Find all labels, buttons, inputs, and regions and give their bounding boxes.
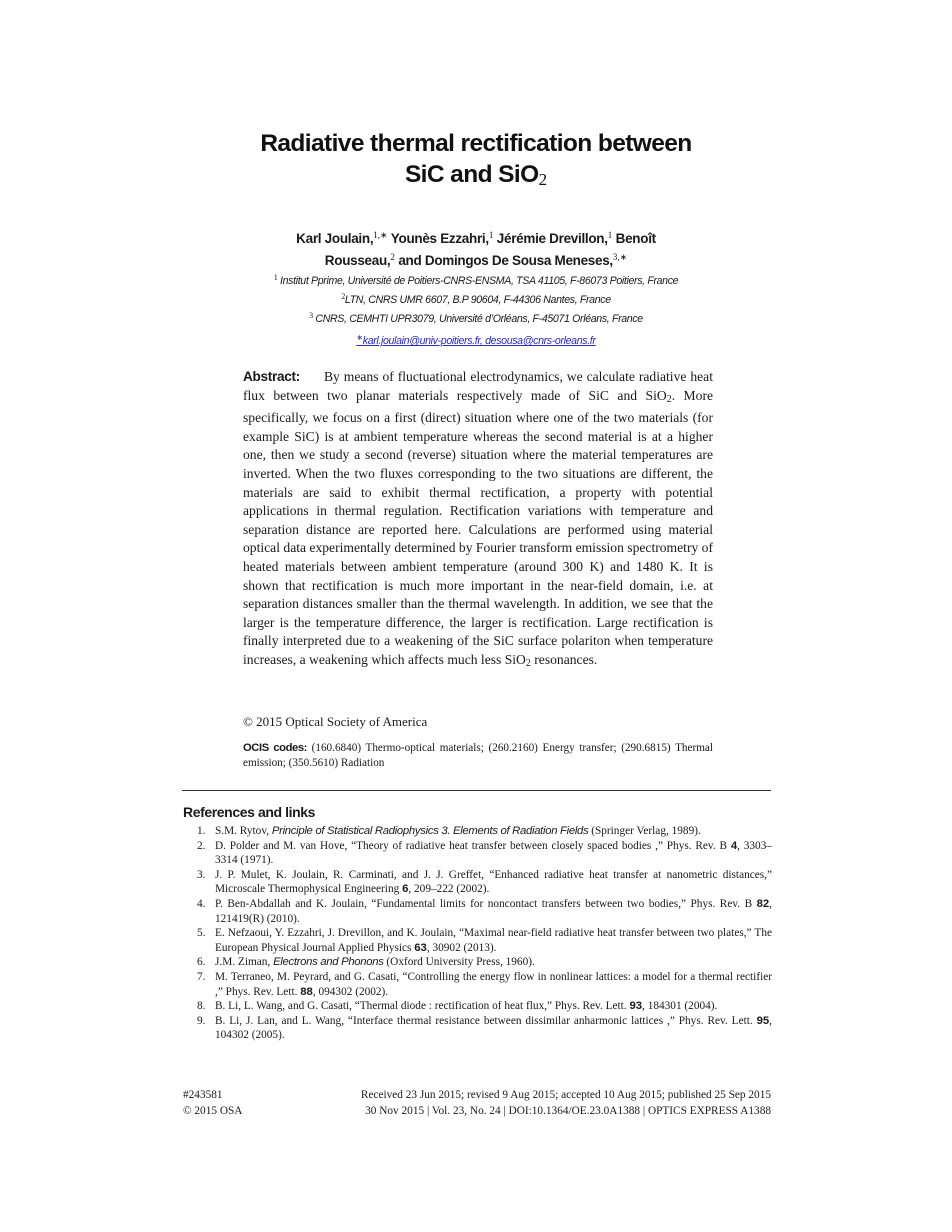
reference-number: 9. — [197, 1014, 206, 1027]
manuscript-number: #243581 — [183, 1089, 223, 1101]
reference-title: Electrons and Phonons — [273, 956, 384, 969]
author-meneses: and Domingos De Sousa Meneses, — [398, 253, 613, 268]
reference-item — [183, 1014, 772, 1043]
reference-text: , 209–222 (2002). — [408, 883, 490, 896]
author-rousseau-last: Rousseau, — [324, 253, 391, 268]
abstract-text-3: resonances. — [530, 651, 598, 667]
author-joulain-sup: 1,∗ — [373, 230, 388, 240]
author-drevillon-sup: 1 — [607, 230, 613, 240]
footer-left — [183, 1087, 242, 1119]
section-divider — [182, 790, 771, 791]
author-line-2 — [0, 248, 952, 270]
abstract-label: Abstract: — [243, 369, 300, 384]
reference-list — [183, 824, 772, 1043]
affiliation-3-sup: 3 — [309, 311, 313, 320]
references-heading: References and links — [183, 804, 316, 820]
reference-text: (Oxford University Press, 1960). — [383, 956, 535, 969]
author-drevillon: Jérémie Drevillon, — [496, 231, 608, 246]
title-subscript: 2 — [538, 170, 548, 189]
reference-text: , 30902 (2013). — [426, 941, 497, 954]
reference-text: J. P. Mulet, K. Joulain, R. Carminati, and J. J. Greffet, “Enhanced radiative heat transfer at nanometric distances,” Microscale Thermophysical Engineering — [215, 868, 772, 896]
reference-number: 4. — [197, 897, 206, 910]
reference-item — [183, 970, 772, 999]
abstract-text-2: . More specifically, we focus on a first (direct) situation where one of the two materials (for example SiC) is at ambient temperature whereas the second material is at a higher one, then we study a second (reverse) situation where the material temperatures are inverted. When the two fluxes corresponding to the two situations are different, the materials are said to exhibit thermal rectification, a property with potential applications in thermal regulation. Rectification variations with temperature and separation distance are reported here. Calculations are performed using material optical data experimentally determined by Fourier transform emission spectrometry of heated materials between ambient temperature (around 300 K) and 1480 K. It is shown that rectification is much more important in the near-field domain, i.e. at separation distances smaller than the thermal wavelength. In addition, we see that the larger is the temperature difference, the larger is rectification. Large rectification is finally interpreted due to a weakening of the SiC surface polariton when temperature increases, a weakening which affects much less SiO — [243, 387, 713, 667]
affiliation-3 — [0, 308, 952, 327]
reference-item — [183, 868, 772, 897]
affiliations — [0, 270, 952, 349]
reference-title: Principle of Statistical Radiophysics 3. Elements of Radiation Fields — [271, 825, 589, 837]
reference-number: 1. — [197, 825, 206, 837]
reference-item — [183, 926, 772, 955]
reference-item — [183, 824, 772, 839]
reference-number: 2. — [197, 839, 206, 852]
reference-text: P. Ben-Abdallah and K. Joulain, “Fundamental limits for noncontact transfers between two bodies,” Phys. Rev. B — [215, 897, 757, 910]
reference-number: 5. — [197, 927, 206, 940]
reference-number: 3. — [197, 868, 206, 881]
reference-text: , 184301 (2004). — [642, 1000, 718, 1013]
ocis-label: OCIS codes: — [243, 742, 307, 754]
reference-volume: 82 — [756, 897, 770, 910]
author-joulain: Karl Joulain, — [296, 231, 374, 246]
reference-volume: 63 — [414, 941, 427, 954]
reference-volume: 93 — [629, 1000, 643, 1013]
email-sup: ∗ — [356, 333, 363, 342]
paper-title — [0, 128, 952, 195]
abstract-text-1: By means of fluctuational electrodynamics, we calculate radiative heat flux between two planar materials respectively made of SiC and SiO — [243, 369, 713, 403]
reference-text: J.M. Ziman, — [215, 956, 274, 969]
author-meneses-sup: 3,∗ — [612, 252, 628, 262]
affiliation-2-text: LTN, CNRS UMR 6607, B.P 90604, F-44306 Nantes, France — [344, 294, 611, 306]
reference-text: D. Polder and M. van Hove, “Theory of radiative heat transfer between closely spaced bodies ,” Phys. Rev. B — [215, 839, 731, 852]
reference-text: B. Li, L. Wang, and G. Casati, “Thermal diode : rectification of heat flux,” Phys. Rev. Lett. — [215, 1000, 630, 1013]
affiliation-2 — [0, 289, 952, 308]
title-line-2 — [0, 159, 952, 195]
affiliation-1-sup: 1 — [273, 273, 278, 282]
email-text: karl.joulain@univ-poitiers.fr, desousa@cnrs-orleans.fr — [362, 335, 596, 347]
ocis-text: (160.6840) Thermo-optical materials; (260.2160) Energy transfer; (290.6815) Thermal emission; (350.5610) Radiation — [243, 742, 713, 769]
publication-history: Received 23 Jun 2015; revised 9 Aug 2015; accepted 10 Aug 2015; published 25 Sep 2015 — [360, 1089, 771, 1101]
title-line-1: Radiative thermal rectification between — [260, 130, 692, 157]
reference-text: , 3303–3314 (1971). — [215, 839, 772, 867]
footer-right — [300, 1087, 771, 1119]
reference-volume: 95 — [756, 1014, 770, 1027]
email-line — [0, 330, 952, 349]
author-rousseau-first: Benoît — [615, 231, 656, 246]
affiliation-1 — [0, 270, 952, 289]
author-ezzahri-sup: 1 — [488, 230, 494, 240]
reference-item — [183, 955, 772, 970]
journal-citation: 30 Nov 2015 | Vol. 23, No. 24 | DOI:10.1364/OE.23.0A1388 | OPTICS EXPRESS A1388 — [365, 1105, 771, 1117]
author-line-1 — [0, 226, 952, 248]
reference-text: , 094302 (2002). — [312, 985, 389, 998]
reference-text: (Springer Verlag, 1989). — [591, 825, 701, 837]
abstract-sub-2: 2 — [525, 657, 531, 669]
author-rousseau-sup: 2 — [390, 252, 395, 262]
affiliation-2-sup: 2 — [341, 292, 345, 301]
reference-text: B. Li, J. Lan, and L. Wang, “Interface thermal resistance between dissimilar anharmonic lattices ,” Phys. Rev. Lett. — [215, 1014, 757, 1027]
title-line-2-main: SiC and SiO — [404, 161, 539, 188]
abstract-sub-1: 2 — [666, 393, 672, 405]
reference-number: 7. — [197, 970, 206, 983]
reference-item — [183, 999, 772, 1014]
abstract — [243, 368, 713, 674]
reference-text: E. Nefzaoui, Y. Ezzahri, J. Drevillon, and K. Joulain, “Maximal near-field radiative heat transfer between two plates,” The European Physical Journal Applied Physics — [215, 927, 772, 954]
author-ezzahri: Younès Ezzahri, — [390, 231, 489, 246]
reference-text: , 104302 (2005). — [215, 1014, 772, 1042]
reference-item — [183, 839, 772, 868]
reference-number: 6. — [197, 956, 206, 969]
reference-text: , 121419(R) (2010). — [215, 897, 772, 925]
author-list — [0, 226, 952, 270]
footer-copyright: © 2015 OSA — [183, 1105, 243, 1117]
reference-volume: 88 — [300, 985, 313, 998]
reference-volume: 4 — [730, 839, 738, 852]
affiliation-3-text: CNRS, CEMHTI UPR3079, Université d’Orléans, F-45071 Orléans, France — [315, 313, 643, 325]
affiliation-1-text: Institut Pprime, Université de Poitiers-CNRS-ENSMA, TSA 41105, F-86073 Poitiers, France — [280, 275, 679, 287]
reference-text: M. Terraneo, M. Peyrard, and G. Casati, “Controlling the energy flow in nonlinear lattices: a model for a thermal rectifier ,” Phys. Rev. Lett. — [215, 970, 772, 998]
copyright-notice: © 2015 Optical Society of America — [243, 714, 428, 729]
reference-volume: 6 — [402, 883, 409, 896]
reference-text: S.M. Rytov, — [215, 825, 272, 837]
ocis-codes — [243, 741, 713, 771]
reference-item — [183, 897, 772, 926]
email-link[interactable] — [356, 335, 595, 347]
reference-number: 8. — [197, 1000, 206, 1013]
